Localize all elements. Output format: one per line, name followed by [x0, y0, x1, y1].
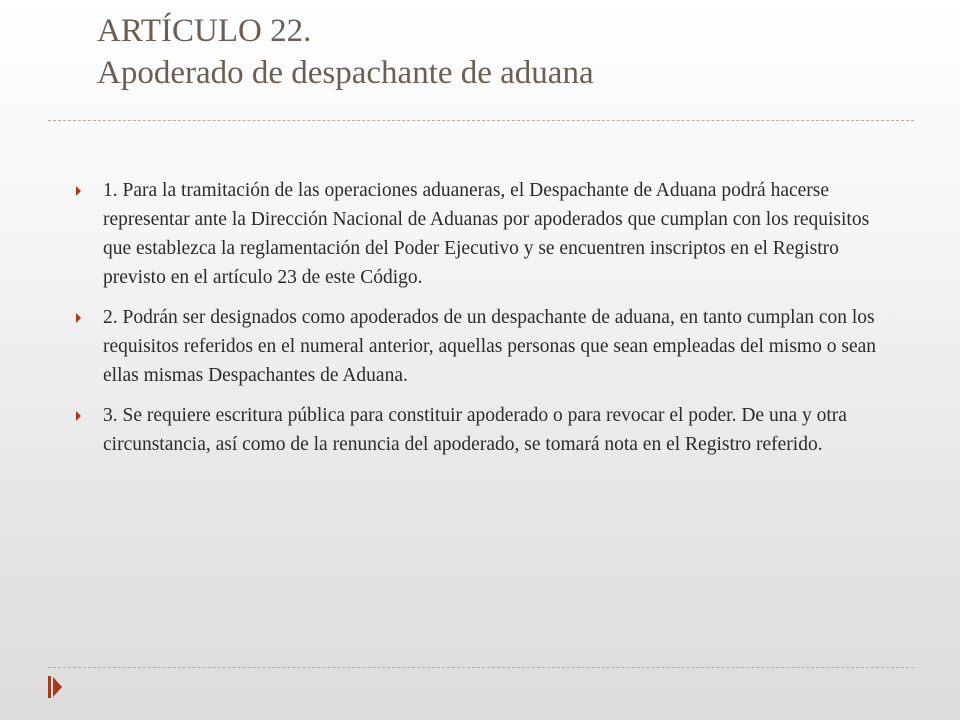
bullet-text-2: 2. Podrán ser designados como apoderados de un despachante de aduana, en tanto cumplan con los requisitos referidos en el numeral anterior, aquellas personas que sean empleadas del mismo o sean ellas mismas Despachantes de Aduana. — [103, 307, 877, 386]
triangle-bullet-icon — [76, 186, 81, 196]
bullet-item-3 — [76, 401, 886, 459]
slide-title — [97, 10, 917, 94]
bullet-text-1: 1. Para la tramitación de las operaciones aduaneras, el Despachante de Aduana podrá hacerse representar ante la Dirección Nacional de Aduanas por apoderados que cumplan con los requisitos que establezca la reglamentación del Poder Ejecutivo y se encuentren inscriptos en el Registro previsto en el artículo 23 de este Código. — [103, 180, 870, 288]
title-divider — [48, 120, 914, 121]
footer-divider — [48, 667, 914, 668]
corner-arrow-svg — [48, 676, 62, 698]
bullet-list — [76, 176, 886, 470]
title-line-1: ARTÍCULO 22. — [97, 13, 312, 49]
triangle-bullet-icon — [76, 411, 81, 421]
bullet-item-1 — [76, 176, 886, 292]
title-line-2: Apoderado de despachante de aduana — [97, 55, 594, 91]
triangle-bullet-icon — [76, 313, 81, 323]
bullet-item-2 — [76, 303, 886, 390]
bullet-text-3: 3. Se requiere escritura pública para constituir apoderado o para revocar el poder. De una y otra circunstancia, así como de la renuncia del apoderado, se tomará nota en el Registro referido. — [103, 405, 847, 455]
